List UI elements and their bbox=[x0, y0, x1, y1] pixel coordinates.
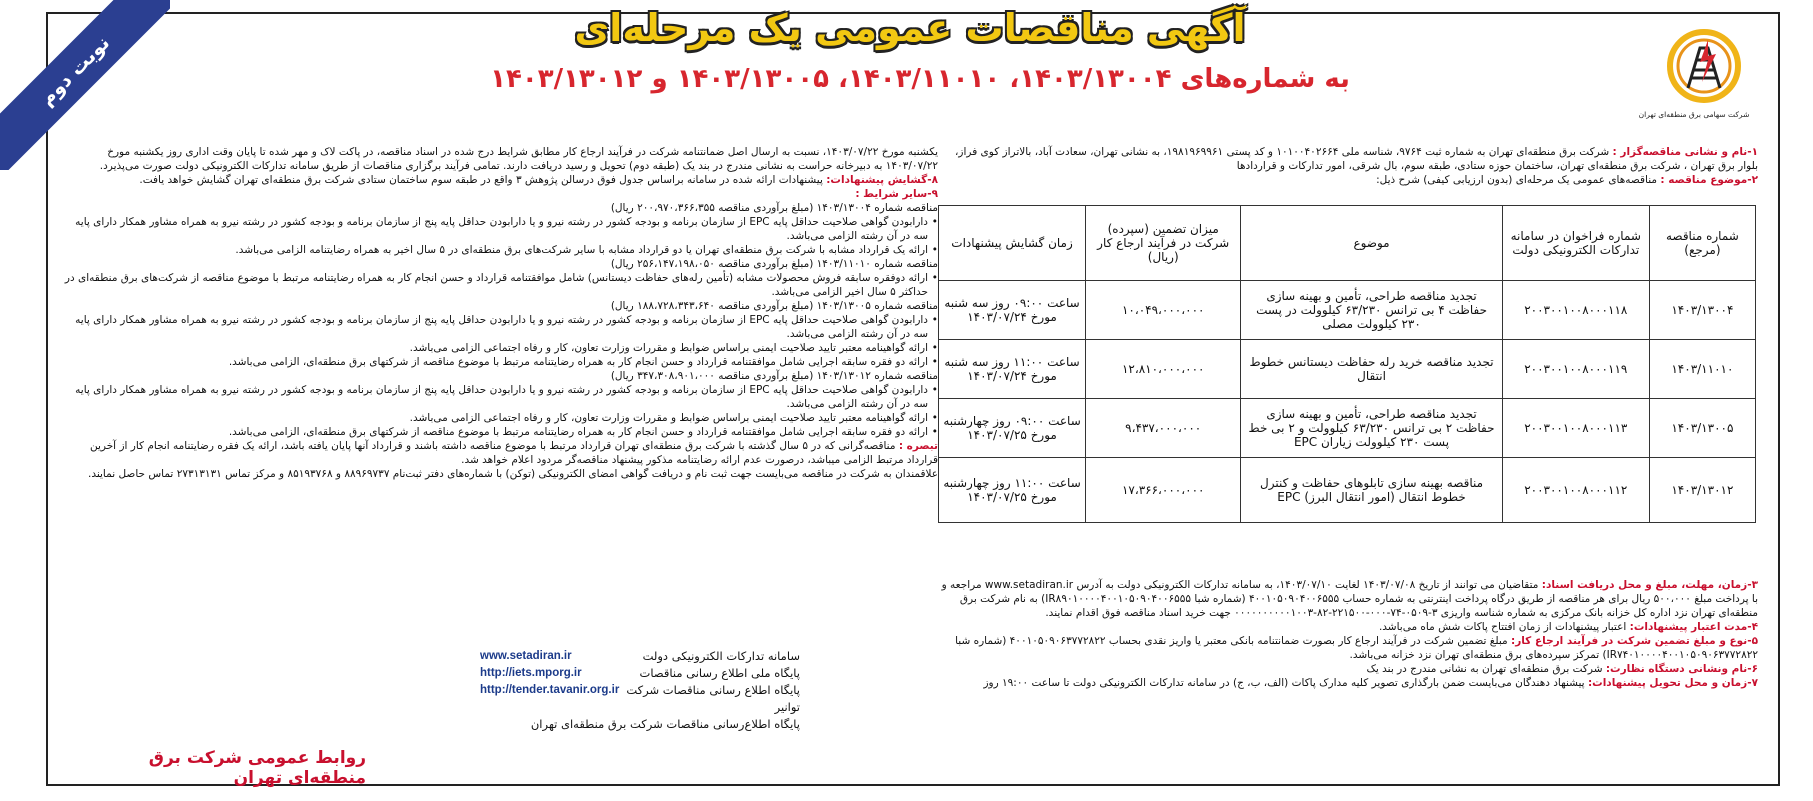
column-header: میزان تضمین (سپرده) شرکت در فرآیند ارجاع کار (ریال) bbox=[1086, 206, 1241, 281]
section-7-label: ۷-زمان و محل تحویل پیشنهادات: bbox=[1587, 677, 1758, 689]
section-2-label: ۲-موضوع مناقصه : bbox=[1660, 174, 1758, 186]
section-1-label: ۱-نام و نشانی مناقصه‌گزار : bbox=[1612, 146, 1758, 158]
table-cell: ساعت ۱۱:۰۰ روز سه شنبه مورخ ۱۴۰۳/۰۷/۲۴ bbox=[939, 340, 1086, 399]
ribbon-label: نوبت دوم bbox=[0, 0, 170, 170]
table-cell: تجدید مناقصه طراحی، تأمین و بهینه سازی حفاظت ۴ بی ترانس ۶۳/۲۳۰ کیلوولت در پست ۲۳۰ کیلوولت مصلی bbox=[1241, 281, 1502, 340]
link-url[interactable]: http://iets.mporg.ir bbox=[480, 667, 582, 679]
table-row bbox=[939, 458, 1756, 523]
table-row bbox=[939, 281, 1756, 340]
section-3 bbox=[938, 578, 1758, 620]
link-row bbox=[480, 682, 800, 716]
link-url[interactable]: www.setadiran.ir bbox=[480, 650, 572, 662]
section-2-text: مناقصه‌های عمومی یک مرحله‌ای (بدون ارزیابی کیفی) شرح ذیل: bbox=[1376, 174, 1658, 186]
company-logo bbox=[1634, 26, 1754, 126]
section-6 bbox=[938, 662, 1758, 676]
table-cell: ۱۴۰۳/۱۳۰۰۵ bbox=[1649, 399, 1755, 458]
right-column bbox=[938, 145, 1758, 187]
left-column bbox=[58, 145, 938, 481]
links-block bbox=[480, 648, 800, 733]
column-header: موضوع bbox=[1241, 206, 1502, 281]
table-header-row bbox=[939, 206, 1756, 281]
section-1 bbox=[938, 145, 1758, 173]
condition-item: • دارابودن گواهی صلاحیت حداقل پایه EPC از سازمان برنامه و بودجه کشور در رشته نیرو و یا دارابودن حداقل پایه پنج از سازمان برنامه و بودجه کشور در رشته نیرو به همراه مشاور همکار دارای پایه سه در آن رشته الزامی می‌باشد. bbox=[58, 313, 938, 341]
logo-caption: شرکت سهامی برق منطقه‌ای تهران bbox=[1638, 110, 1750, 119]
section-5-label: ۵-نوع و مبلغ تضمین شرکت در فرآیند ارجاع کار: bbox=[1511, 635, 1758, 647]
link-row bbox=[480, 665, 800, 682]
table-cell: ۲۰۰۳۰۰۱۰۰۸۰۰۰۱۱۳ bbox=[1502, 399, 1649, 458]
condition-group bbox=[58, 369, 938, 439]
link-label: پایگاه ملی اطلاع رسانی مناقصات bbox=[639, 666, 800, 680]
note bbox=[58, 439, 938, 467]
condition-heading: مناقصه شماره ۱۴۰۳/۱۳۰۰۵ (مبلغ برآوردی مناقصه ۱۸۸،۷۲۸،۳۴۳،۶۴۰ ریال) bbox=[610, 300, 938, 312]
table-cell: مناقصه بهینه سازی تابلوهای حفاظت و کنترل خطوط انتقال (امور انتقال البرز) EPC bbox=[1241, 458, 1502, 523]
table-cell: ۱۴۰۳/۱۱۰۱۰ bbox=[1649, 340, 1755, 399]
section-7 bbox=[938, 676, 1758, 690]
condition-group bbox=[58, 299, 938, 369]
condition-item: • ارائه گواهینامه معتبر تایید صلاحیت ایمنی براساس ضوابط و مقررات وزارت تعاون، کار و رفاه اجتماعی الزامی می‌باشد. bbox=[58, 341, 938, 355]
section-9-label: ۹-سایر شرایط : bbox=[855, 188, 938, 200]
condition-item: • ارائه دو فقره سابقه اجرایی شامل موافقتنامه قرارداد و حسن انجام کار به همراه رضایتنامه مرتبط با موضوع مناقصه از شرکتهای برق منطقه‌ای، الزامی می‌باشد. bbox=[58, 425, 938, 439]
section-7-continued: یکشنبه مورخ ۱۴۰۳/۰۷/۲۲، نسبت به ارسال اصل ضمانتنامه شرکت در فرآیند ارجاع کار مطابق شرایط درج شده در اسناد مناقصه، در پاکت لاک و مهر شده تا پایان وقت اداری روز یکشنبه مورخ ۱۴۰۳/۰۷/۲۲ به دبیرخانه حراست به نشانی مندرج در بند یک (طبقه دوم) تحویل و رسید دریافت دارند. تمامی فرآیند برگزاری مناقصات از طریق سامانه تدارکات الکترونیکی دولت صورت می‌پذیرد. bbox=[99, 146, 938, 172]
condition-item: • ارائه یک قرارداد مشابه با شرکت برق منطقه‌ای تهران یا دو قرارداد مشابه با سایر شرکت‌های برق منطقه‌ای در ۵ سال اخیر به همراه رضایتنامه الزامی می‌باشد. bbox=[58, 243, 938, 257]
condition-item: • ارائه گواهینامه معتبر تایید صلاحیت ایمنی براساس ضوابط و مقررات وزارت تعاون، کار و رفاه اجتماعی الزامی می‌باشد. bbox=[58, 411, 938, 425]
table-cell: ۱۴۰۳/۱۳۰۱۲ bbox=[1649, 458, 1755, 523]
table-cell: ساعت ۰۹:۰۰ روز سه شنبه مورخ ۱۴۰۳/۰۷/۲۴ bbox=[939, 281, 1086, 340]
column-header: شماره مناقصه (مرجع) bbox=[1649, 206, 1755, 281]
condition-item: • ارائه دوفقره سابقه فروش محصولات مشابه (تأمین رله‌های حفاظت دیستانس) شامل موافقتنامه قرارداد و حسن انجام کار به همراه رضایتنامه مرتبط با موضوع مناقصه از شرکت‌های برق منطقه‌ای در حداکثر ۵ سال اخیر الزامی می‌باشد. bbox=[58, 271, 938, 299]
contact-info: علاقمندان به شرکت در مناقصه می‌بایست جهت ثبت نام و دریافت گواهی امضای الکترونیکی (توکن) با شماره‌های دفتر ثبت‌نام ۸۸۹۶۹۷۳۷ و ۸۵۱۹۳۷۶۸ و مرکز تماس ۲۷۳۱۳۱۳۱ تماس حاصل نمایند. bbox=[87, 468, 938, 480]
condition-heading: مناقصه شماره ۱۴۰۳/۱۳۰۱۲ (مبلغ برآوردی مناقصه ۳۴۷،۳۰۸،۹۰۱،۰۰۰ ریال) bbox=[610, 370, 938, 382]
condition-item: • دارابودن گواهی صلاحیت حداقل پایه EPC از سازمان برنامه و بودجه کشور در رشته نیرو و یا دارابودن حداقل پایه پنج از سازمان برنامه و بودجه کشور در رشته نیرو به همراه مشاور همکار دارای پایه سه در آن رشته الزامی می‌باشد. bbox=[58, 215, 938, 243]
note-label: تبصره : bbox=[898, 440, 938, 452]
link-label: سامانه تدارکات الکترونیکی دولت bbox=[642, 649, 800, 663]
condition-group bbox=[58, 257, 938, 299]
section-8-text: پیشنهادات ارائه شده در سامانه براساس جدول فوق درسالن پژوهش ۳ واقع در طبقه سوم ساختمان ستادی شرکت برق منطقه‌ای تهران گشایش خواهد یافت. bbox=[139, 174, 823, 186]
section-3-label: ۳-زمان، مهلت، مبلغ و محل دریافت اسناد: bbox=[1541, 579, 1758, 591]
section-6-text: شرکت برق منطقه‌ای تهران به نشانی مندرج در بند یک bbox=[1366, 663, 1603, 675]
table-row bbox=[939, 340, 1756, 399]
section-1-text: شرکت برق منطقه‌ای تهران به شماره ثبت ۹۷۶۴، شناسه ملی ۱۰۱۰۰۴۰۲۶۶۴ و کد پستی ۱۹۸۱۹۶۹۹۶۱، به نشانی تهران، سعادت آباد، بالاتراز کوی فراز، بلوار برق تهران ، شرکت برق منطقه‌ای تهران، ساختمان حوزه ستادی، طبقه سوم، بال شرقی، امور تدارکات و قراردادها bbox=[955, 146, 1758, 172]
section-7-text: پیشنهاد دهندگان می‌بایست ضمن بارگذاری تصویر کلیه مدارک پاکات (الف، ب، ج) در سامانه تدارکات الکترونیکی دولت تا ساعت ۱۹:۰۰ روز bbox=[983, 677, 1585, 689]
section-5-text: مبلغ تضمین شرکت در فرآیند ارجاع کار بصورت ضمانتنامه بانکی معتبر یا واریز نقدی بحساب ۴۰۰۱۰۵۰۹۰۶۳۷۷۲۸۲۲ (شماره شبا IR۷۴۰۱۰۰۰۰۴۰۰۱۰۵۰۹۰۶۳۷۷۲۸۲۲) تمرکز سپرده‌های برق منطقه‌ای تهران نزد خزانه می‌باشد. bbox=[955, 635, 1758, 661]
signoff: روابط عمومی شرکت برق منطقه‌ای تهران bbox=[148, 748, 366, 788]
link-url[interactable]: http://tender.tavanir.org.ir bbox=[480, 684, 620, 696]
section-6-label: ۶-نام ونشانی دستگاه نظارت: bbox=[1605, 663, 1758, 675]
note-text: مناقصه‌گرانی که در ۵ سال گذشته با شرکت برق منطقه‌ای تهران قرارداد مرتبط با موضوع مناقصه داشته باشند و قرارداد آنها پایان یافته باشد، ارائه یک فقره رضایتنامه انجام کار از آخرین قرارداد مرتبط الزامی میباشد، درصورت عدم ارائه رضایتنامه مذکور پیشنهاد مناقصه‌گر مردود اعلام خواهد شد. bbox=[89, 440, 938, 466]
section-2 bbox=[938, 173, 1758, 187]
condition-item: • ارائه دو فقره سابقه اجرایی شامل موافقتنامه قرارداد و حسن انجام کار به همراه رضایتنامه مرتبط با موضوع مناقصه از شرکتهای برق منطقه‌ای، الزامی می‌باشد. bbox=[58, 355, 938, 369]
right-column-lower bbox=[938, 578, 1758, 690]
table-cell: ۲۰۰۳۰۰۱۰۰۸۰۰۰۱۱۹ bbox=[1502, 340, 1649, 399]
page-subtitle: به شماره‌های ۱۴۰۳/۱۳۰۰۴، ۱۴۰۳/۱۱۰۱۰، ۱۴۰۳/۱۳۰۰۵ و ۱۴۰۳/۱۳۰۱۲ bbox=[490, 64, 1350, 94]
page-title: آگهی مناقصات عمومی یک مرحله‌ای bbox=[574, 6, 1246, 50]
column-header: شماره فراخوان در سامانه تدارکات الکترونیکی دولت bbox=[1502, 206, 1649, 281]
link-row bbox=[480, 716, 800, 733]
section-4 bbox=[938, 620, 1758, 634]
section-4-label: ۴-مدت اعتبار پیشنهادات: bbox=[1629, 621, 1758, 633]
section-3-text: متقاضیان می توانند از تاریخ ۱۴۰۳/۰۷/۰۸ لغایت ۱۴۰۳/۰۷/۱۰، به سامانه تدارکات الکترونیکی دولت به آدرس www.setadiran.ir مراجعه و با پرداخت مبلغ ۵۰۰،۰۰۰ ریال برای هر مناقصه از طریق درگاه پرداخت اینترنتی به شماره حساب ۴۰۰۱۰۵۰۹۰۴۰۰۶۵۵۵ (شماره شبا IR۸۹۰۱۰۰۰۰۴۰۰۱۰۵۰۹۰۴۰۰۶۵۵۵) به نام شرکت برق منطقه‌ای تهران نزد اداره کل خزانه بانک مرکزی به شماره شناسه واریزی ۳-۰۵۰۹-۷۴-۰۰۰-۲۲۱۵۰۰-۸۲-۰۰۰۰۰۰۰۰۰۰۱۰۰۳ جهت خرید اسناد مناقصه فوق اقدام نمایند. bbox=[941, 579, 1758, 619]
condition-group bbox=[58, 201, 938, 257]
table-cell: ۹،۴۳۷،۰۰۰،۰۰۰ bbox=[1086, 399, 1241, 458]
tender-table bbox=[938, 205, 1756, 523]
table-cell: ۲۰۰۳۰۰۱۰۰۸۰۰۰۱۱۸ bbox=[1502, 281, 1649, 340]
table-row bbox=[939, 399, 1756, 458]
table-cell: ۱۲،۸۱۰،۰۰۰،۰۰۰ bbox=[1086, 340, 1241, 399]
condition-heading: مناقصه شماره ۱۴۰۳/۱۱۰۱۰ (مبلغ برآوردی مناقصه ۲۵۶،۱۴۷،۱۹۸،۰۵۰ ریال) bbox=[610, 258, 938, 270]
table-cell: ۱۰،۰۴۹،۰۰۰،۰۰۰ bbox=[1086, 281, 1241, 340]
section-8 bbox=[58, 173, 938, 187]
lightning-tower-logo-icon bbox=[1664, 26, 1744, 106]
link-label: پایگاه اطلاع‌رسانی مناقصات شرکت برق منطقه‌ای تهران bbox=[530, 717, 800, 731]
table-cell: ۱۴۰۳/۱۳۰۰۴ bbox=[1649, 281, 1755, 340]
table-cell: ۲۰۰۳۰۰۱۰۰۸۰۰۰۱۱۲ bbox=[1502, 458, 1649, 523]
table-cell: تجدید مناقصه خرید رله حفاظت دیستانس خطوط انتقال bbox=[1241, 340, 1502, 399]
table-cell: ساعت ۱۱:۰۰ روز چهارشنبه مورخ ۱۴۰۳/۰۷/۲۵ bbox=[939, 458, 1086, 523]
column-header: زمان گشایش پیشنهادات bbox=[939, 206, 1086, 281]
section-5 bbox=[938, 634, 1758, 662]
table-cell: ساعت ۰۹:۰۰ روز چهارشنبه مورخ ۱۴۰۳/۰۷/۲۵ bbox=[939, 399, 1086, 458]
table-cell: ۱۷،۳۶۶،۰۰۰،۰۰۰ bbox=[1086, 458, 1241, 523]
link-label: پایگاه اطلاع رسانی مناقصات شرکت توانیر bbox=[626, 683, 800, 714]
link-row bbox=[480, 648, 800, 665]
section-8-label: ۸-گشایش پیشنهادات: bbox=[826, 174, 938, 186]
table-cell: تجدید مناقصه طراحی، تأمین و بهینه سازی حفاظت ۲ بی ترانس ۶۳/۲۳۰ کیلوولت و ۲ بی خط پست ۲۳۰ کیلوولت زیاران EPC bbox=[1241, 399, 1502, 458]
condition-item: • دارابودن گواهی صلاحیت حداقل پایه EPC از سازمان برنامه و بودجه کشور در رشته نیرو و یا دارابودن حداقل پایه پنج از سازمان برنامه و بودجه کشور در رشته نیرو به همراه مشاور همکار دارای پایه سه در آن رشته الزامی می‌باشد. bbox=[58, 383, 938, 411]
condition-heading: مناقصه شماره ۱۴۰۳/۱۳۰۰۴ (مبلغ برآوردی مناقصه ۲۰۰،۹۷۰،۳۶۶،۳۵۵ ریال) bbox=[610, 202, 938, 214]
section-4-text: اعتبار پیشنهادات از زمان افتتاح پاکات شش ماه می‌باشد. bbox=[1378, 621, 1627, 633]
